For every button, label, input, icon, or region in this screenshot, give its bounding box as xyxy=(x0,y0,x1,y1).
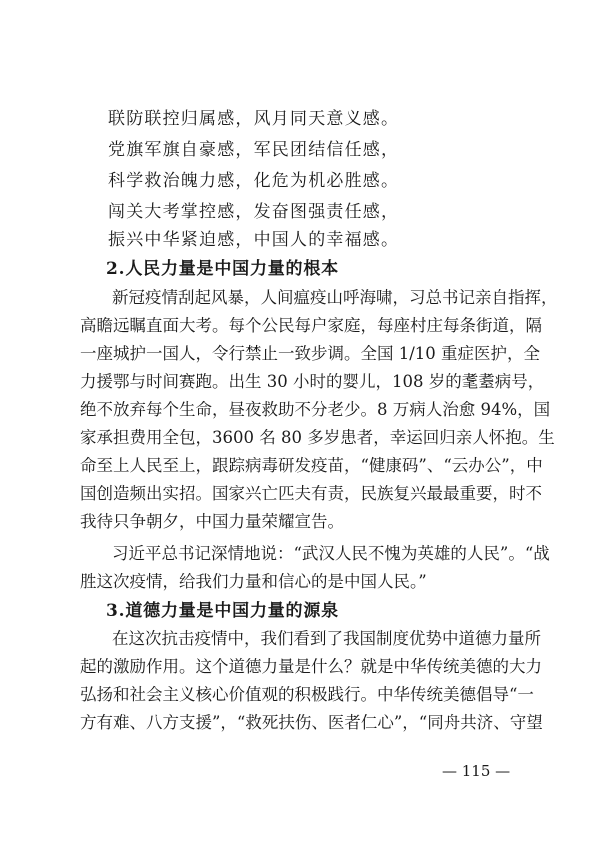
section-2-paragraph-2-line-2: 胜这次疫情，给我们力量和信心的是中国人民。” xyxy=(80,572,427,591)
section-2-paragraph-1-line-4: 力援鄂与时间赛跑。出生 30 小时的婴儿，108 岁的耄耋病号， xyxy=(80,372,545,391)
section-2-paragraph-1-line-9: 我待只争朝夕，中国力量荣耀宣告。 xyxy=(80,512,344,531)
section-3-paragraph-1-line-3: 弘扬和社会主义核心价值观的积极践行。中华传统美德倡导“一 xyxy=(80,685,534,704)
verse-line-5: 振兴中华紧迫感，中国人的幸福感。 xyxy=(108,230,400,250)
section-2-paragraph-1-line-5: 绝不放弃每个生命，昼夜救助不分老少。8 万病人治愈 94%，国 xyxy=(80,400,551,419)
page-number: — 115 — xyxy=(442,762,511,780)
section-2-heading: 2.人民力量是中国力量的根本 xyxy=(106,259,339,279)
section-2-paragraph-1-line-3: 一座城护一国人，令行禁止一致步调。全国 1/10 重症医护，全 xyxy=(80,344,541,363)
section-2-paragraph-1-line-8: 国创造频出实招。国家兴亡匹夫有责，民族复兴最最重要，时不 xyxy=(80,484,542,503)
section-2-paragraph-1-line-7: 命至上人民至上，跟踪病毒研发疫苗，“健康码”、“云办公”，中 xyxy=(80,456,543,475)
section-3-heading: 3.道德力量是中国力量的源泉 xyxy=(106,601,339,621)
section-3-paragraph-1-line-2: 起的激励作用。这个道德力量是什么？就是中华传统美德的大力 xyxy=(80,657,542,676)
verse-line-4: 闯关大考掌控感，发奋图强责任感， xyxy=(108,202,400,222)
verse-line-2: 党旗军旗自豪感，军民团结信任感， xyxy=(108,140,400,160)
section-2-paragraph-1-line-6: 家承担费用全包，3600 名 80 多岁患者，幸运回归亲人怀抱。生 xyxy=(80,428,555,447)
section-3-paragraph-1-line-4: 方有难、八方支援”，“救死扶伤、医者仁心”，“同舟共济、守望 xyxy=(80,713,543,732)
verse-line-3: 科学救治魄力感，化危为机必胜感。 xyxy=(108,171,400,191)
section-2-paragraph-1-line-2: 高瞻远瞩直面大考。每个公民每户家庭，每座村庄每条街道，隔 xyxy=(80,316,542,335)
verse-line-1: 联防联控归属感，风月同天意义感。 xyxy=(108,109,400,129)
section-2-paragraph-1-line-1: 新冠疫情刮起风暴，人间瘟疫山呼海啸，习总书记亲自指挥， xyxy=(112,288,558,307)
section-2-paragraph-2-line-1: 习近平总书记深情地说：“武汉人民不愧为英雄的人民”。“战 xyxy=(112,544,550,563)
section-3-paragraph-1-line-1: 在这次抗击疫情中，我们看到了我国制度优势中道德力量所 xyxy=(112,629,541,648)
